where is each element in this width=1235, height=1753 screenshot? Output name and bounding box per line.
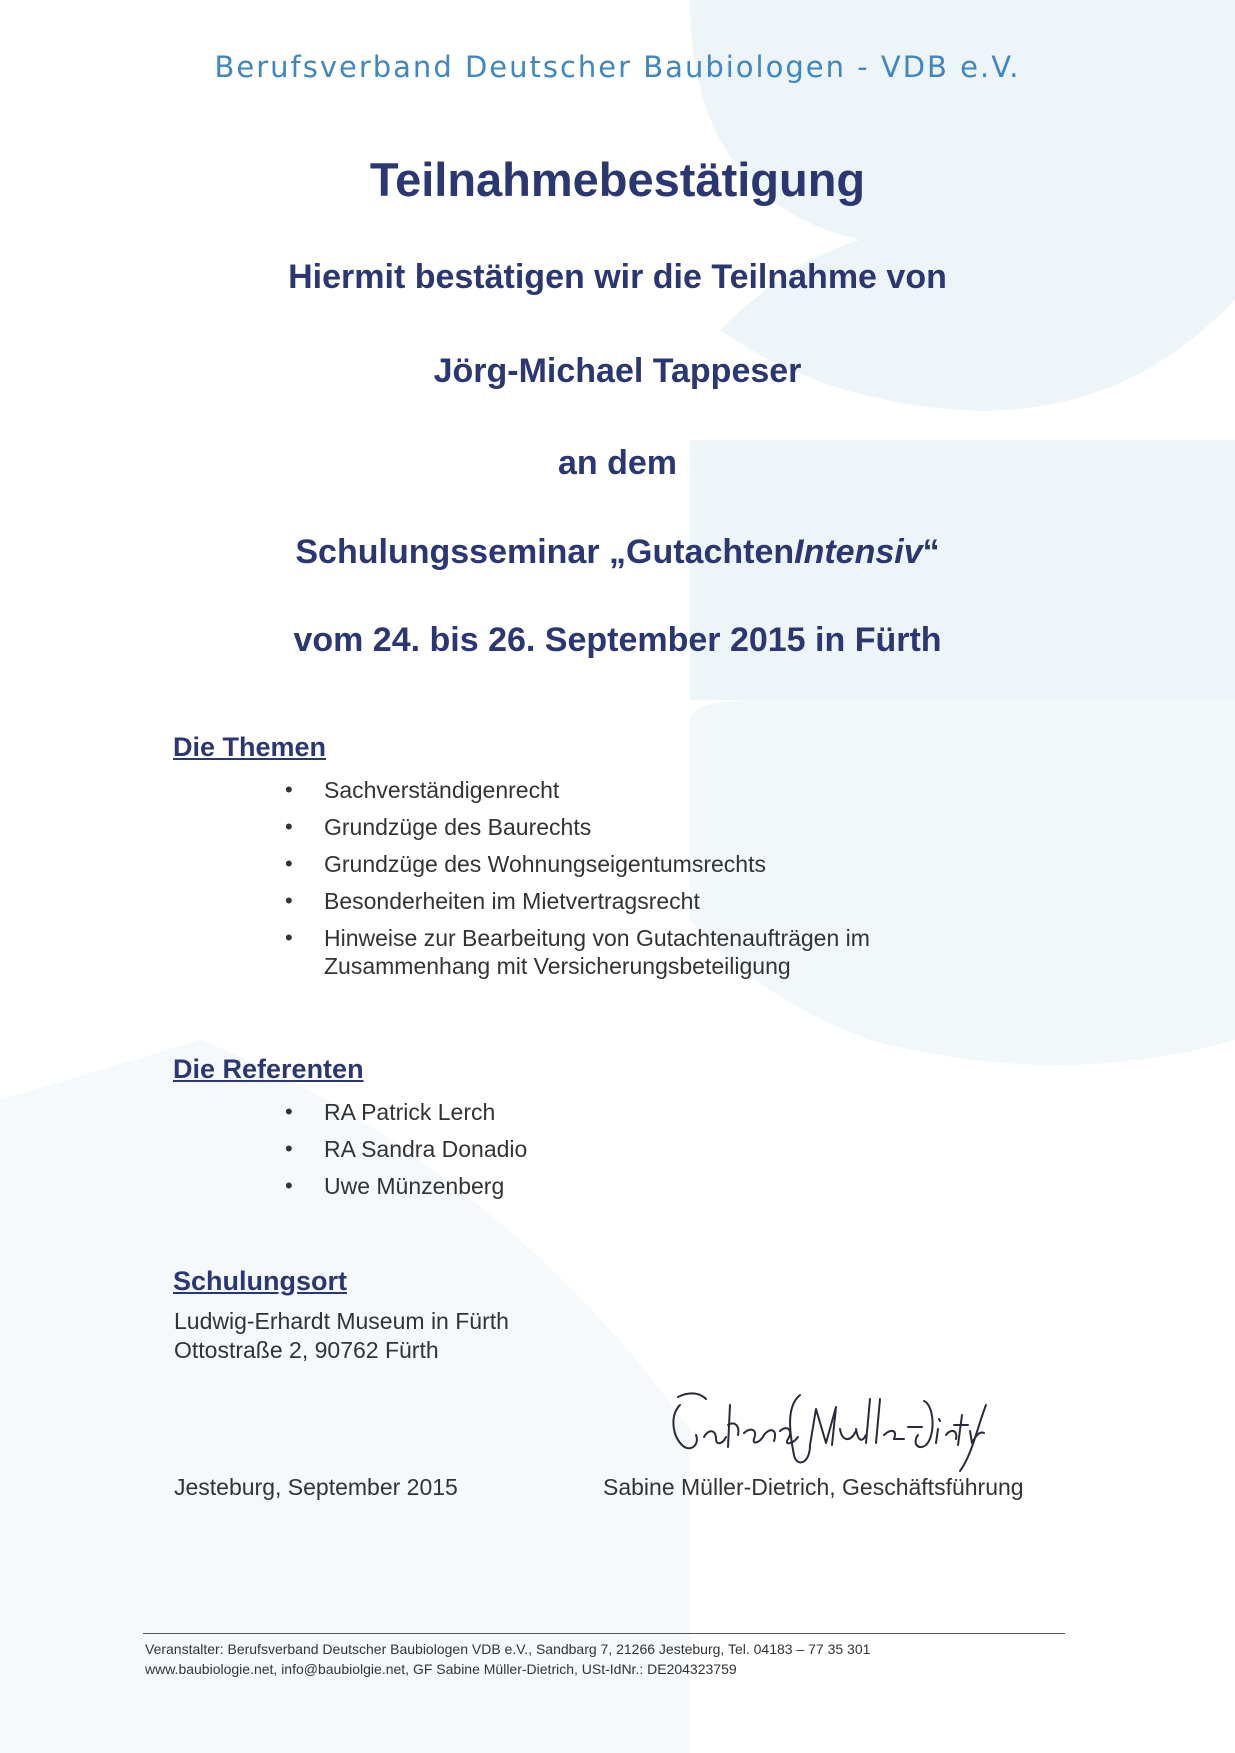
speakers-heading: Die Referenten [173,1054,364,1084]
footer-divider [143,1633,1065,1634]
confirmation-intro: Hiermit bestätigen wir die Teilnahme von [288,258,947,296]
seminar-title-prefix: Schulungsseminar „Gutachten [295,533,795,571]
venue-heading: Schulungsort [173,1266,347,1296]
seminar-title-suffix: “ [922,533,940,571]
venue-name: Ludwig-Erhardt Museum in Fürth [174,1308,509,1334]
topics-heading: Die Themen [173,732,327,762]
seminar-title-emphasis: Intensiv [794,533,923,571]
connector-text: an dem [557,444,678,482]
organization-header: Berufsverband Deutscher Baubiologen - VDB e.V. [214,50,1021,84]
list-item: • Grundzüge des Baurechts [285,813,945,841]
list-item: • Grundzüge des Wohnungseigentumsrechts [285,850,945,878]
footer-line-contact: www.baubiologie.net, info@baubiolgie.net, GF Sabine Müller-Dietrich, USt-IdNr.: DE204323759 [145,1661,737,1677]
list-item: • Hinweise zur Bearbeitung von Gutachtenaufträgen im Zusammenhang mit Versicherungsbeteiligung [285,924,945,980]
seminar-title [0,533,1235,572]
signatory-name: Sabine Müller-Dietrich, Geschäftsführung [603,1474,1024,1500]
speakers-list [285,1098,785,1209]
place-and-date: Jesteburg, September 2015 [174,1474,458,1500]
list-item: • Besonderheiten im Mietvertragsrecht [285,887,945,915]
list-item: • Uwe Münzenberg [285,1172,785,1200]
venue-address: Ottostraße 2, 90762 Fürth [174,1337,439,1363]
handwritten-signature [660,1385,990,1475]
participant-name: Jörg-Michael Tappeser [433,352,802,390]
list-item: • RA Sandra Donadio [285,1135,785,1163]
seminar-date-line: vom 24. bis 26. September 2015 in Fürth [293,621,942,659]
topics-list [285,776,945,989]
list-item: • RA Patrick Lerch [285,1098,785,1126]
footer-line-organizer: Veranstalter: Berufsverband Deutscher Baubiologen VDB e.V., Sandbarg 7, 21266 Jesteburg, Tel. 04183 – 77 35 301 [145,1641,871,1657]
certificate-title: Teilnahmebestätigung [369,153,866,206]
list-item: • Sachverständigenrecht [285,776,945,804]
